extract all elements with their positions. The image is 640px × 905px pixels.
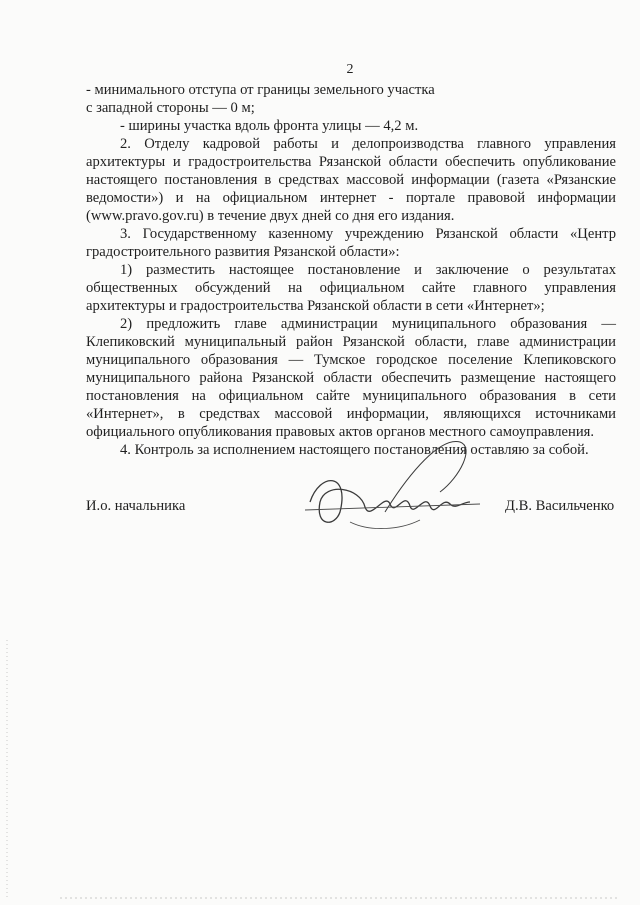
text-line: 4. Контроль за исполнением настоящего постановления оставляю за собой. [120, 442, 589, 458]
text-line: ведомости») и на официальном интернет - портале правовой информации [86, 190, 616, 206]
text-line: «Интернет», в средствах массовой информации, являющихся источниками [86, 406, 616, 422]
text-line: 3. Государственному казенному учреждению Рязанской области «Центр [120, 226, 616, 242]
text-line: 1) разместить настоящее постановление и заключение о результатах [120, 262, 616, 278]
handwritten-signature [290, 432, 490, 542]
text-line: настоящего постановления в средствах массовой информации (газета «Рязанские [86, 172, 616, 188]
text-line: Клепиковский муниципальный район Рязанской области, главе администрации [86, 334, 616, 350]
text-line: градостроительного развития Рязанской области»: [86, 244, 400, 260]
text-line: муниципального образования — Тумское городское поселение Клепиковского [86, 352, 616, 368]
text-line: с западной стороны — 0 м; [86, 100, 255, 116]
text-line: архитектуры и градостроительства Рязанской области в сети «Интернет»; [86, 298, 545, 314]
text-line: (www.pravo.gov.ru) в течение двух дней со дня его издания. [86, 208, 455, 224]
signatory-name: Д.В. Васильченко [505, 498, 615, 514]
text-line: официального опубликования правовых актов органов местного самоуправления. [86, 424, 595, 440]
scan-edge-mark [6, 640, 8, 900]
page-number: 2 [346, 62, 354, 77]
text-line: 2. Отделу кадровой работы и делопроизводства главного управления [120, 136, 616, 152]
text-line: - минимального отступа от границы земельного участка [86, 82, 435, 98]
text-line: муниципального района Рязанской области обеспечить размещение настоящего [86, 370, 616, 386]
text-line: архитектуры и градостроительства Рязанской области обеспечить опубликование [86, 154, 616, 170]
text-line: постановления на официальном сайте муниципального образования в сети [86, 388, 616, 404]
scan-edge-mark [60, 897, 620, 899]
text-line: - ширины участка вдоль фронта улицы — 4,2 м. [120, 118, 419, 134]
text-line: общественных обсуждений на официальном сайте главного управления [86, 280, 616, 296]
text-line: 2) предложить главе администрации муниципального образования — [120, 316, 616, 332]
signatory-position: И.о. начальника [86, 498, 186, 514]
